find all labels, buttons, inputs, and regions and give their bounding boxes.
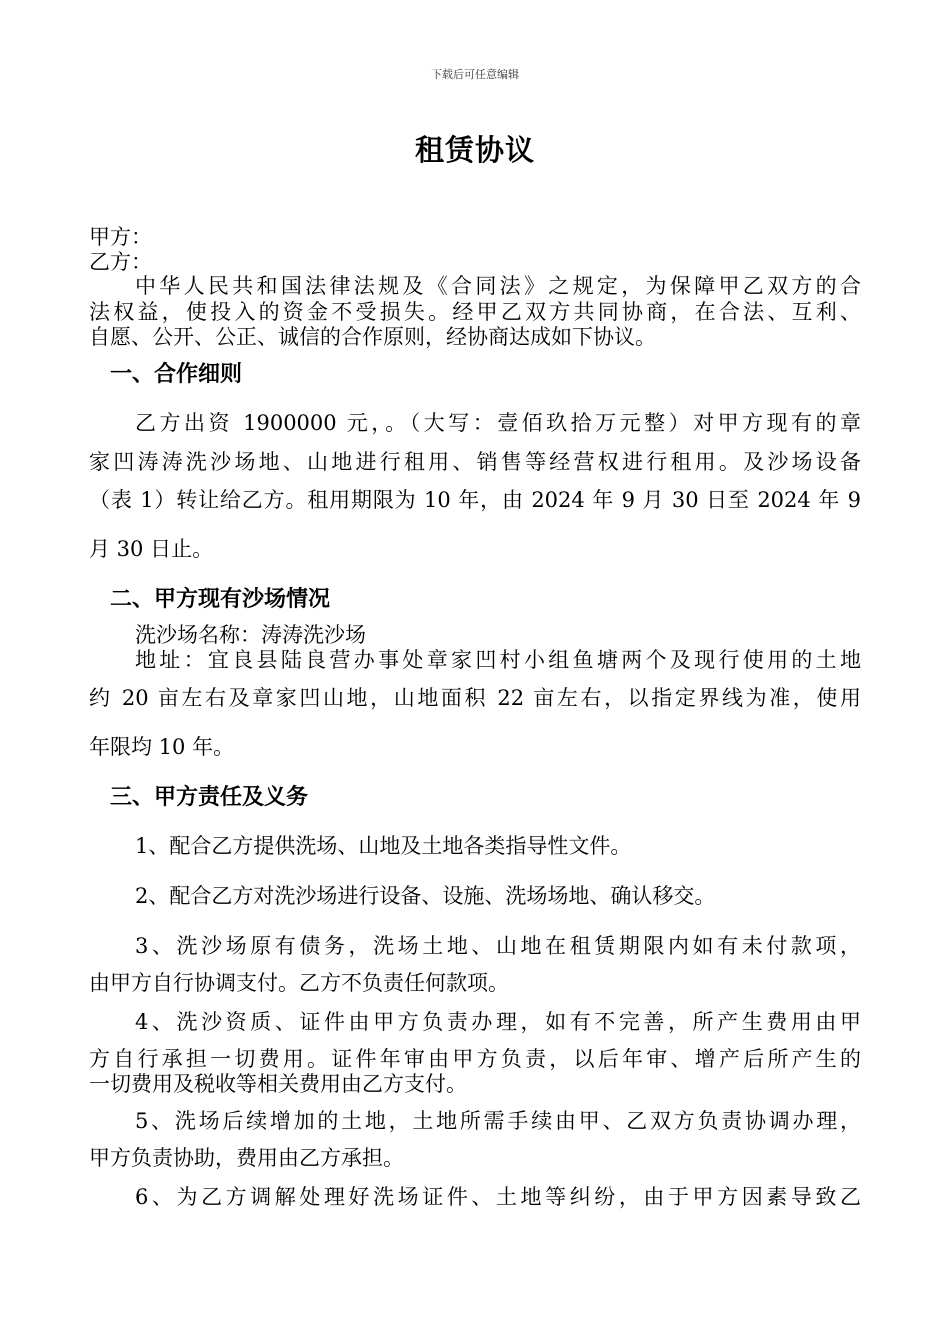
obligation-item-4-line: 4、洗沙资质、证件由甲方负责办理，如有不完善，所产生费用由甲 [135, 1010, 861, 1034]
section-3-heading: 三、甲方责任及义务 [110, 784, 309, 810]
header-note: 下载后可任意编辑 [431, 68, 519, 81]
obligation-item-5-line: 5、洗场后续增加的土地，土地所需手续由甲、乙双方负责协调办理， [135, 1109, 861, 1133]
obligation-item-3-line: 由甲方自行协调支付。乙方不负责任何款项。 [89, 971, 509, 995]
address-line: 年限均 10 年。 [89, 735, 235, 759]
obligation-item-1: 1、配合乙方提供洗场、山地及土地各类指导性文件。 [135, 834, 632, 858]
section-1-line: 家凹涛涛洗沙场地、山地进行租用、销售等经营权进行租用。及沙场设备 [89, 450, 861, 474]
section-2-heading: 二、甲方现有沙场情况 [110, 586, 331, 612]
obligation-item-2: 2、配合乙方对洗沙场进行设备、设施、洗场场地、确认移交。 [135, 884, 716, 908]
section-1-line: 乙方出资 1900000 元，。（大写：壹佰玖拾万元整）对甲方现有的章 [135, 411, 861, 435]
party-b-label: 乙方： [89, 250, 152, 274]
obligation-item-6: 6、为乙方调解处理好洗场证件、土地等纠纷，由于甲方因素导致乙 [135, 1185, 861, 1209]
preamble-line: 自愿、公开、公正、诚信的合作原则，经协商达成如下协议。 [89, 325, 656, 349]
obligation-item-4-line: 一切费用及税收等相关费用由乙方支付。 [89, 1072, 467, 1096]
document-title: 租赁协议 [414, 133, 535, 167]
section-1-heading: 一、合作细则 [110, 361, 243, 387]
obligation-item-5-line: 甲方负责协助，费用由乙方承担。 [89, 1146, 404, 1170]
sand-yard-name: 洗沙场名称：涛涛洗沙场 [135, 623, 366, 647]
party-a-label: 甲方： [89, 225, 152, 249]
section-1-line: 月 30 日止。 [89, 537, 214, 561]
address-line: 地址：宜良县陆良营办事处章家凹村小组鱼塘两个及现行使用的土地 [135, 648, 861, 672]
preamble-line: 法权益，使投入的资金不受损失。经甲乙双方共同协商，在合法、互利、 [89, 300, 861, 324]
section-1-line: （表 1）转让给乙方。租用期限为 10 年，由 2024 年 9 月 30 日至 2024 年 9 [89, 488, 861, 512]
obligation-item-3-line: 3、洗沙场原有债务，洗场土地、山地在租赁期限内如有未付款项， [135, 934, 861, 958]
obligation-item-4-line: 方自行承担一切费用。证件年审由甲方负责，以后年审、增产后所产生的 [89, 1047, 861, 1071]
preamble-line: 中华人民共和国法律法规及《合同法》之规定，为保障甲乙双方的合 [135, 274, 861, 298]
address-line: 约 20 亩左右及章家凹山地，山地面积 22 亩左右，以指定界线为准，使用 [89, 686, 861, 710]
